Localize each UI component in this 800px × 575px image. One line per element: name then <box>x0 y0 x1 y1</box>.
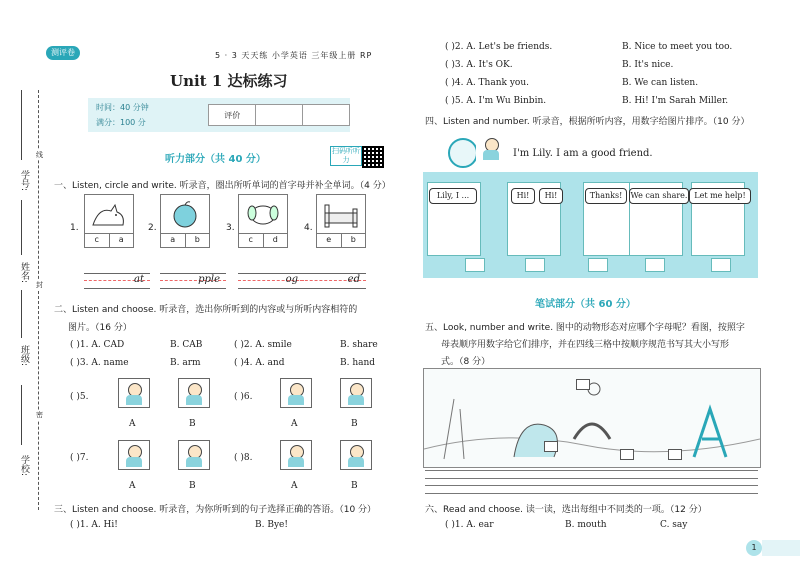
s3-q2[interactable]: ( )2. A. Let's be friends. <box>445 42 553 52</box>
answer-box-2[interactable] <box>525 258 545 272</box>
s6-q1[interactable]: ( )1. A. ear <box>445 520 494 530</box>
scene-answer-box-2[interactable] <box>544 441 558 452</box>
s2-q6[interactable]: ( )6. <box>234 392 253 402</box>
student-id-label: 学号: <box>19 170 29 192</box>
page-number: 1 <box>746 540 762 556</box>
s2-q5[interactable]: ( )5. <box>70 392 89 402</box>
s3-q3[interactable]: ( )3. A. It's OK. <box>445 60 513 70</box>
jungle-illustration <box>424 369 760 467</box>
q8-label-b: B <box>351 481 358 491</box>
lily-avatar <box>448 138 478 168</box>
item-3-word: og <box>285 274 298 285</box>
answer-box-3[interactable] <box>588 258 608 272</box>
dog-picture <box>238 194 288 234</box>
binding-mark-line: 线 <box>36 151 43 159</box>
item-2-choices <box>160 233 210 248</box>
lily-intro: I'm Lily. I am a good friend. <box>513 148 653 159</box>
student-name-label: 姓名: <box>19 262 29 284</box>
item-4-number: 4. <box>304 223 313 233</box>
section-5-heading-line-2: 母表顺序用数字给它们排序，并在四线三格中按顺序规范书写其大小写形 <box>441 340 730 350</box>
cat-picture <box>84 194 134 234</box>
item-2-option-b[interactable]: b <box>194 235 200 244</box>
section-2-heading-line-2: 图片。（16 分） <box>68 323 132 333</box>
class-line <box>21 290 22 338</box>
item-4-option-a[interactable]: e <box>317 233 342 247</box>
q8-picture-b[interactable] <box>340 440 372 470</box>
section-2-heading-line-1: 二、Listen and choose. 听录音，选出你所听到的内容或与所听内容相符的 <box>54 305 358 315</box>
section-4-heading: 四、Listen and number. 听录音，根据所听内容，用数字给图片排序。（10 分） <box>425 117 750 127</box>
s2-q8[interactable]: ( )8. <box>234 453 253 463</box>
binding-mark-seal: 封 <box>36 281 43 289</box>
s6-q1-c[interactable]: C. say <box>660 520 688 530</box>
item-3-choices <box>238 233 288 248</box>
scene-answer-box-1[interactable] <box>576 379 590 390</box>
s2-q1[interactable]: ( )1. A. CAD <box>70 340 125 350</box>
s6-q1-b[interactable]: B. mouth <box>565 520 607 530</box>
q6-picture-b[interactable] <box>340 378 372 408</box>
section-5-heading-line-3: 式。（8 分） <box>441 357 491 367</box>
s2-q3-b[interactable]: B. arm <box>170 358 201 368</box>
item-1-write-line[interactable] <box>84 273 150 289</box>
q7-label-a: A <box>129 481 136 491</box>
q7-picture-b[interactable] <box>178 440 210 470</box>
section-6-heading: 六、Read and choose. 读一读，选出每组中不同类的一项。（12 分） <box>425 505 707 515</box>
s2-q1-b[interactable]: B. CAB <box>170 340 203 350</box>
item-4-option-b[interactable]: b <box>350 235 356 244</box>
item-1-number: 1. <box>70 223 79 233</box>
four-line-grid[interactable] <box>425 470 758 494</box>
s3-q4-b[interactable]: B. We can listen. <box>622 78 699 88</box>
time-limit: 时间：40 分钟 <box>96 103 149 112</box>
answer-box-5[interactable] <box>711 258 731 272</box>
item-4-choices <box>316 233 366 248</box>
animal-letters-scene <box>423 368 761 468</box>
section-5-heading-line-1: 五、Look, number and write. 图中的动物形态对应哪个字母呢？看图，按照字 <box>425 323 745 333</box>
student-id-line <box>21 90 22 160</box>
evaluation-table <box>208 104 350 126</box>
evaluation-cell-1[interactable] <box>256 105 303 126</box>
item-2-word: pple <box>198 274 220 285</box>
binding-mark-secret: 密 <box>36 411 43 419</box>
class-label: 班级: <box>19 345 29 367</box>
item-3-number: 3. <box>226 223 235 233</box>
q6-picture-a[interactable] <box>280 378 312 408</box>
qr-caption: 扫码听听力 <box>332 147 360 164</box>
test-paper-tag: 测评卷 <box>46 46 80 60</box>
item-2-number: 2. <box>148 223 157 233</box>
s2-q4-b[interactable]: B. hand <box>340 358 376 368</box>
item-1-choices <box>84 233 134 248</box>
answer-box-1[interactable] <box>465 258 485 272</box>
info-box <box>88 98 350 132</box>
story-strip <box>423 172 758 278</box>
item-3-option-b[interactable]: d <box>272 235 278 244</box>
s2-q3[interactable]: ( )3. A. name <box>70 358 129 368</box>
bed-picture <box>316 194 366 234</box>
item-2-option-a[interactable]: a <box>161 233 186 247</box>
answer-box-4[interactable] <box>645 258 665 272</box>
s3-q2-b[interactable]: B. Nice to meet you too. <box>622 42 733 52</box>
bubble-6: Let me help! <box>689 188 751 204</box>
page-title: Unit 1 达标练习 <box>170 72 288 90</box>
section-3-heading: 三、Listen and choose. 听录音，为你所听到的句子选择正确的答语。（10 分） <box>54 505 377 515</box>
section-1-heading: 一、Listen, circle and write. 听录音，圈出所听单词的首字母并补全单词。（4 分） <box>54 181 391 191</box>
bubble-3: Hi! <box>539 188 563 204</box>
item-2-write-line[interactable] <box>160 273 226 289</box>
q5-picture-a[interactable] <box>118 378 150 408</box>
page-corner-band <box>762 540 800 556</box>
s2-q2-b[interactable]: B. share <box>340 340 378 350</box>
s3-q4[interactable]: ( )4. A. Thank you. <box>445 78 529 88</box>
q5-label-a: A <box>129 419 136 429</box>
item-3-write-line[interactable] <box>238 273 304 289</box>
q8-picture-a[interactable] <box>280 440 312 470</box>
bubble-2: Hi! <box>511 188 535 204</box>
apple-picture <box>160 194 210 234</box>
bubble-4: Thanks! <box>585 188 627 204</box>
s3-q5[interactable]: ( )5. A. I'm Wu Binbin. <box>445 96 547 106</box>
qr-code-icon[interactable] <box>362 146 384 168</box>
s3-q1-b[interactable]: B. Bye! <box>255 520 288 530</box>
item-4-word: ed <box>347 274 360 285</box>
listening-part-title: 听力部分（共 40 分） <box>165 154 266 165</box>
bed-icon <box>317 195 365 233</box>
q5-picture-b[interactable] <box>178 378 210 408</box>
s2-q4[interactable]: ( )4. A. and <box>234 358 285 368</box>
q7-label-b: B <box>189 481 196 491</box>
q8-label-a: A <box>291 481 298 491</box>
q7-picture-a[interactable] <box>118 440 150 470</box>
bubble-5: We can share. <box>629 188 689 204</box>
item-4-write-line[interactable] <box>300 273 366 289</box>
item-3-option-a[interactable]: c <box>239 233 264 247</box>
s3-q1[interactable]: ( )1. A. Hi! <box>70 520 118 530</box>
s2-q2[interactable]: ( )2. A. smile <box>234 340 292 350</box>
school-line <box>21 385 22 445</box>
q5-label-b: B <box>189 419 196 429</box>
dog-icon <box>239 195 287 233</box>
written-part-title: 笔试部分（共 60 分） <box>535 299 636 310</box>
book-header: 5 · 3 天天练 小学英语 三年级上册 RP <box>215 51 373 60</box>
lily-figure <box>476 134 506 162</box>
q6-label-b: B <box>351 419 358 429</box>
item-1-option-a[interactable]: c <box>85 233 110 247</box>
s3-q5-b[interactable]: B. Hi! I'm Sarah Miller. <box>622 96 729 106</box>
evaluation-label: 评价 <box>209 105 256 126</box>
school-label: 学校: <box>19 455 29 477</box>
s2-q7[interactable]: ( )7. <box>70 453 89 463</box>
bubble-1: Lily, I ... <box>429 188 477 204</box>
full-score: 满分：100 分 <box>96 118 146 127</box>
q6-label-a: A <box>291 419 298 429</box>
apple-icon <box>161 195 209 233</box>
item-1-word: at <box>134 274 144 285</box>
scene-answer-box-3[interactable] <box>620 449 634 460</box>
s3-q3-b[interactable]: B. It's nice. <box>622 60 674 70</box>
cat-icon <box>85 195 133 233</box>
scene-answer-box-4[interactable] <box>668 449 682 460</box>
evaluation-cell-2[interactable] <box>303 105 350 126</box>
student-name-line <box>21 200 22 255</box>
item-1-option-b[interactable]: a <box>118 235 124 244</box>
